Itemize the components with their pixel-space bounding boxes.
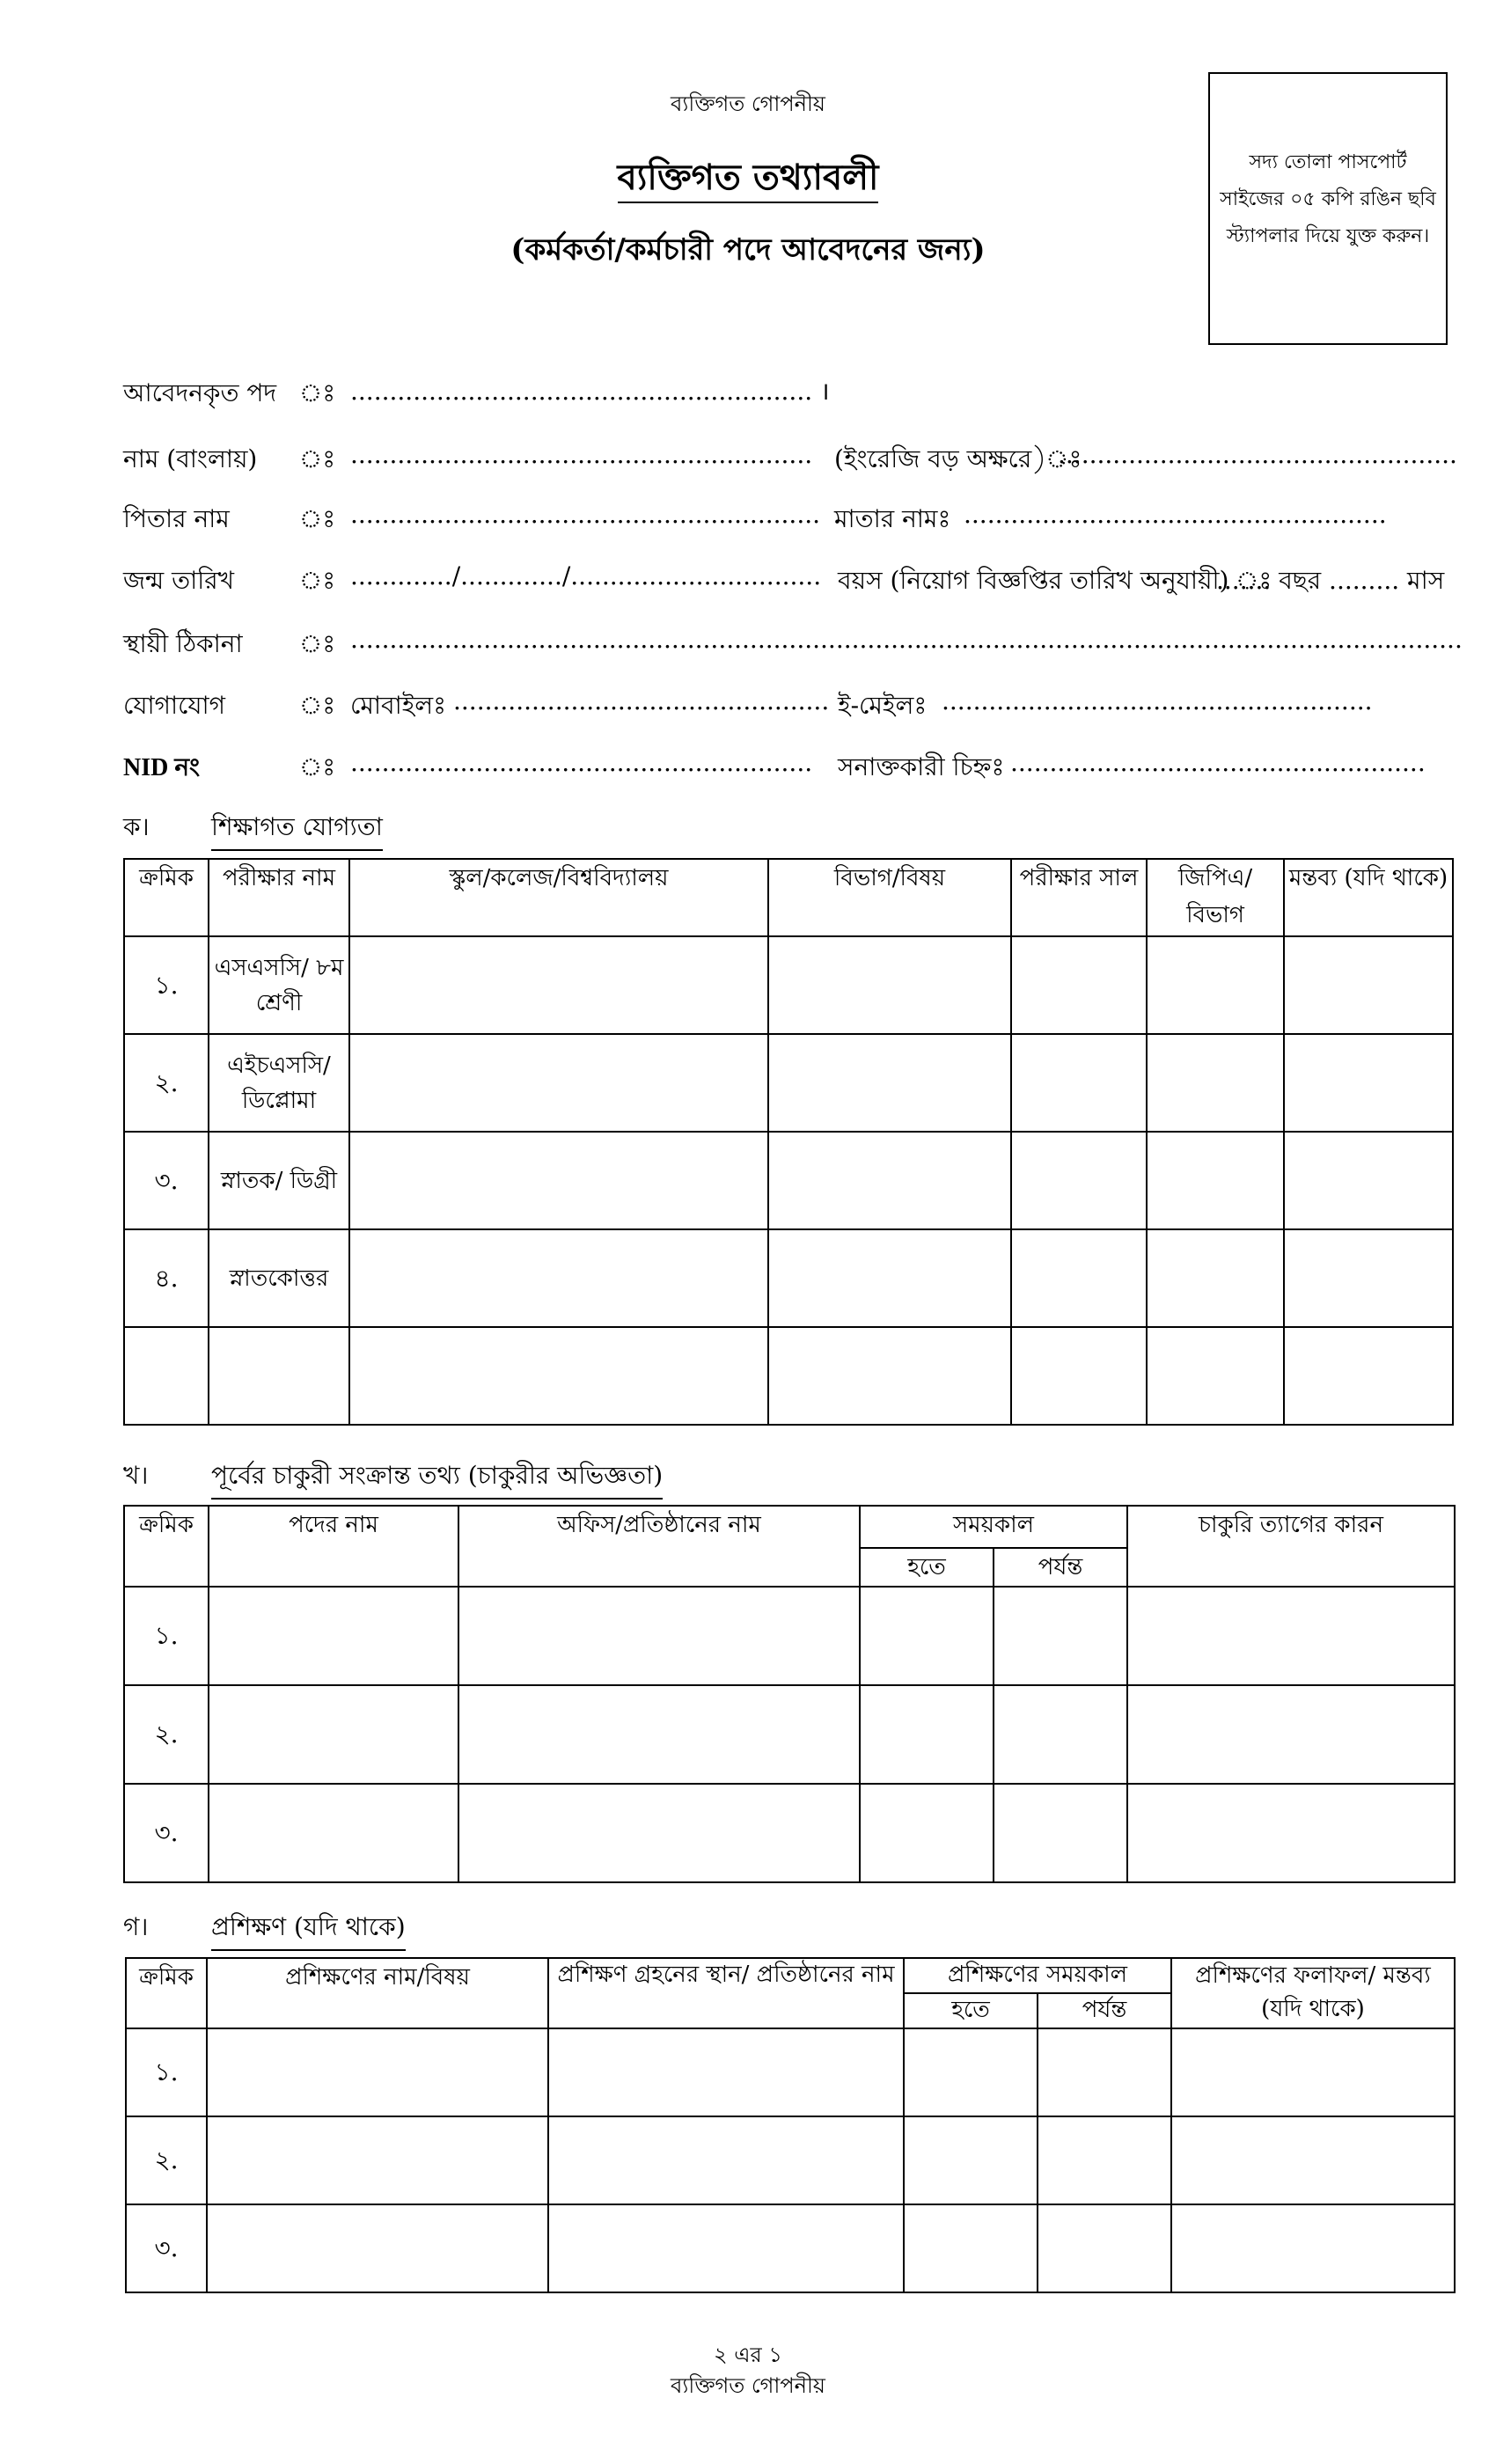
serial-cell: ৩. bbox=[126, 2204, 207, 2292]
input-cell[interactable] bbox=[768, 1229, 1011, 1327]
column-header: পদের নাম bbox=[209, 1506, 458, 1587]
table-header-row bbox=[124, 859, 1453, 936]
exam-cell: স্নাতকোত্তর bbox=[209, 1229, 349, 1327]
input-cell[interactable] bbox=[1127, 1685, 1455, 1784]
input-cell[interactable] bbox=[1284, 936, 1453, 1034]
input-cell[interactable] bbox=[458, 1784, 860, 1882]
field-label: পিতার নাম bbox=[123, 504, 230, 533]
column-header: জিপিএ/ বিভাগ bbox=[1147, 859, 1284, 936]
field-label: NID নং bbox=[123, 754, 201, 781]
confidential-footer: ব্যক্তিগত গোপনীয় bbox=[671, 2373, 825, 2398]
input-cell[interactable] bbox=[1284, 1034, 1453, 1132]
input-cell[interactable] bbox=[860, 1784, 994, 1882]
input-cell[interactable] bbox=[1147, 936, 1284, 1034]
field-label: জন্ম তারিখ bbox=[123, 566, 235, 595]
serial-cell: ১. bbox=[124, 1587, 209, 1685]
field-label: আবেদনকৃত পদ bbox=[123, 378, 277, 407]
input-cell[interactable] bbox=[994, 1685, 1127, 1784]
mobile-input[interactable]: ................................................ bbox=[453, 686, 830, 715]
field-label: নাম (বাংলায়) bbox=[123, 444, 258, 473]
mother-name-input[interactable]: ...................................................... bbox=[964, 500, 1387, 529]
serial-cell: ৩. bbox=[124, 1784, 209, 1882]
field-label: মোবাইলঃ bbox=[350, 691, 447, 720]
input-cell[interactable] bbox=[1147, 1229, 1284, 1327]
input-cell[interactable] bbox=[1284, 1132, 1453, 1229]
input-cell[interactable] bbox=[458, 1587, 860, 1685]
input-cell[interactable] bbox=[768, 1034, 1011, 1132]
input-cell[interactable] bbox=[768, 1132, 1011, 1229]
field-label: সনাক্তকারী চিহ্নঃ bbox=[838, 752, 1005, 781]
table-row bbox=[124, 1132, 1453, 1229]
table-row bbox=[124, 936, 1453, 1034]
exam-cell[interactable] bbox=[209, 1327, 349, 1425]
input-cell[interactable] bbox=[1147, 1132, 1284, 1229]
input-cell[interactable] bbox=[548, 2116, 904, 2204]
field-label: ই-মেইলঃ bbox=[838, 691, 928, 720]
confidential-header: ব্যক্তিগত গোপনীয় bbox=[671, 92, 825, 116]
field-label: বয়স (নিয়োগ বিজ্ঞপ্তির তারিখ অনুযায়ী) ঃ bbox=[838, 566, 1272, 595]
field-label: যোগাযোগ bbox=[123, 691, 225, 720]
input-cell[interactable] bbox=[209, 1587, 458, 1685]
nid-input[interactable]: ........................................................... bbox=[350, 748, 813, 777]
input-cell[interactable] bbox=[458, 1685, 860, 1784]
exam-cell: স্নাতক/ ডিগ্রী bbox=[209, 1132, 349, 1229]
input-cell[interactable] bbox=[1038, 2204, 1171, 2292]
serial-cell: ৪. bbox=[124, 1229, 209, 1327]
serial-cell: ২. bbox=[124, 1034, 209, 1132]
page-number: ২ এর ১ bbox=[714, 2343, 782, 2367]
column-subheader: হতে bbox=[860, 1548, 994, 1587]
form-title: ব্যক্তিগত তথ্যাবলী bbox=[0, 150, 1496, 209]
email-input[interactable]: ....................................................... bbox=[942, 686, 1373, 715]
address-input[interactable]: .............................................................................................................................................. bbox=[350, 625, 1463, 654]
table-row bbox=[124, 1685, 1455, 1784]
table-row bbox=[124, 1229, 1453, 1327]
table-row bbox=[124, 1034, 1453, 1132]
input-cell[interactable] bbox=[1284, 1229, 1453, 1327]
column-header: প্রশিক্ষণের নাম/বিষয় bbox=[207, 1958, 548, 2028]
input-cell[interactable] bbox=[1038, 2028, 1171, 2116]
serial-cell: ৩. bbox=[124, 1132, 209, 1229]
input-cell[interactable] bbox=[1011, 1327, 1147, 1425]
input-cell[interactable] bbox=[349, 1229, 768, 1327]
column-header: সময়কাল bbox=[860, 1506, 1127, 1548]
table-row bbox=[126, 2204, 1455, 2292]
column-header: ক্রমিক bbox=[124, 1506, 209, 1587]
input-cell[interactable] bbox=[548, 2204, 904, 2292]
photo-box[interactable] bbox=[1208, 72, 1448, 345]
input-cell[interactable] bbox=[1284, 1327, 1453, 1425]
input-cell[interactable] bbox=[1147, 1327, 1284, 1425]
identification-mark-input[interactable]: ..................................................... bbox=[1010, 748, 1426, 777]
serial-cell: ২. bbox=[126, 2116, 207, 2204]
input-cell[interactable] bbox=[1147, 1034, 1284, 1132]
serial-cell: ২. bbox=[124, 1685, 209, 1784]
applied-post-input[interactable]: ........................................................... । bbox=[350, 377, 830, 406]
experience-table bbox=[123, 1505, 1456, 1883]
serial-cell: ১. bbox=[126, 2028, 207, 2116]
input-cell[interactable] bbox=[349, 1132, 768, 1229]
exam-cell: এইচএসসি/ ডিপ্লোমা bbox=[209, 1034, 349, 1132]
input-cell[interactable] bbox=[1011, 1034, 1147, 1132]
column-header: প্রশিক্ষণের সময়কাল bbox=[904, 1958, 1171, 1993]
input-cell[interactable] bbox=[768, 936, 1011, 1034]
table-header-row bbox=[126, 1958, 1455, 1993]
column-header: প্রশিক্ষণ গ্রহনের স্থান/ প্রতিষ্ঠানের নাম bbox=[548, 1958, 904, 2028]
input-cell[interactable] bbox=[768, 1327, 1011, 1425]
column-header: প্রশিক্ষণের ফলাফল/ মন্তব্য (যদি থাকে) bbox=[1171, 1958, 1455, 2028]
dob-input[interactable]: ............./............./................................ bbox=[350, 561, 822, 590]
table-row bbox=[124, 1587, 1455, 1685]
exam-cell: এসএসসি/ ৮ম শ্রেণী bbox=[209, 936, 349, 1034]
input-cell[interactable] bbox=[860, 1587, 994, 1685]
input-cell[interactable] bbox=[209, 1685, 458, 1784]
age-input[interactable]: ....... বছর ......... মাস bbox=[1216, 566, 1445, 595]
input-cell[interactable] bbox=[349, 1034, 768, 1132]
input-cell[interactable] bbox=[207, 2116, 548, 2204]
name-english-input[interactable]: ................................................... bbox=[1058, 440, 1457, 469]
father-name-input[interactable]: ............................................................ bbox=[350, 500, 821, 529]
input-cell[interactable] bbox=[548, 2028, 904, 2116]
field-label: মাতার নামঃ bbox=[834, 504, 951, 533]
input-cell[interactable] bbox=[1171, 2116, 1455, 2204]
column-header: পরীক্ষার নাম bbox=[209, 859, 349, 936]
column-header: পরীক্ষার সাল bbox=[1011, 859, 1147, 936]
name-bangla-input[interactable]: ........................................................... bbox=[350, 440, 813, 469]
input-cell[interactable] bbox=[1171, 2028, 1455, 2116]
input-cell[interactable] bbox=[1127, 1587, 1455, 1685]
input-cell[interactable] bbox=[207, 2028, 548, 2116]
field-label: স্থায়ী ঠিকানা bbox=[123, 629, 243, 658]
column-header: অফিস/প্রতিষ্ঠানের নাম bbox=[458, 1506, 860, 1587]
form-subtitle: (কর্মকর্তা/কর্মচারী পদে আবেদনের জন্য) bbox=[510, 232, 986, 268]
column-subheader: পর্যন্ত bbox=[1038, 1993, 1171, 2028]
table-row bbox=[126, 2028, 1455, 2116]
input-cell[interactable] bbox=[904, 2028, 1038, 2116]
input-cell[interactable] bbox=[207, 2204, 548, 2292]
serial-cell[interactable] bbox=[124, 1327, 209, 1425]
column-header: স্কুল/কলেজ/বিশ্ববিদ্যালয় bbox=[349, 859, 768, 936]
column-subheader: হতে bbox=[904, 1993, 1038, 2028]
column-header: চাকুরি ত্যাগের কারন bbox=[1127, 1506, 1455, 1587]
table-header-row bbox=[124, 1506, 1455, 1548]
serial-cell: ১. bbox=[124, 936, 209, 1034]
input-cell[interactable] bbox=[1127, 1784, 1455, 1882]
input-cell[interactable] bbox=[1011, 1132, 1147, 1229]
input-cell[interactable] bbox=[349, 936, 768, 1034]
input-cell[interactable] bbox=[1038, 2116, 1171, 2204]
input-cell[interactable] bbox=[1011, 1229, 1147, 1327]
column-header: ক্রমিক bbox=[126, 1958, 207, 2028]
input-cell[interactable] bbox=[860, 1685, 994, 1784]
input-cell[interactable] bbox=[1011, 936, 1147, 1034]
table-row bbox=[126, 2116, 1455, 2204]
input-cell[interactable] bbox=[1171, 2204, 1455, 2292]
input-cell[interactable] bbox=[904, 2204, 1038, 2292]
input-cell[interactable] bbox=[994, 1784, 1127, 1882]
photo-instruction: সদ্য তোলা পাসপোর্ট সাইজের ০৫ কপি রঙিন ছবি স্ট্যাপলার দিয়ে যুক্ত করুন। bbox=[1220, 151, 1436, 247]
input-cell[interactable] bbox=[349, 1327, 768, 1425]
table-row bbox=[124, 1327, 1453, 1425]
table-row bbox=[124, 1784, 1455, 1882]
column-header: ক্রমিক bbox=[124, 859, 209, 936]
field-label: (ইংরেজি বড় অক্ষরে)ঃ bbox=[834, 444, 1082, 473]
column-subheader: পর্যন্ত bbox=[994, 1548, 1127, 1587]
training-table bbox=[125, 1957, 1456, 2293]
column-header: বিভাগ/বিষয় bbox=[768, 859, 1011, 936]
input-cell[interactable] bbox=[209, 1784, 458, 1882]
input-cell[interactable] bbox=[904, 2116, 1038, 2204]
column-header: মন্তব্য (যদি থাকে) bbox=[1284, 859, 1453, 936]
education-table bbox=[123, 858, 1454, 1426]
input-cell[interactable] bbox=[994, 1587, 1127, 1685]
